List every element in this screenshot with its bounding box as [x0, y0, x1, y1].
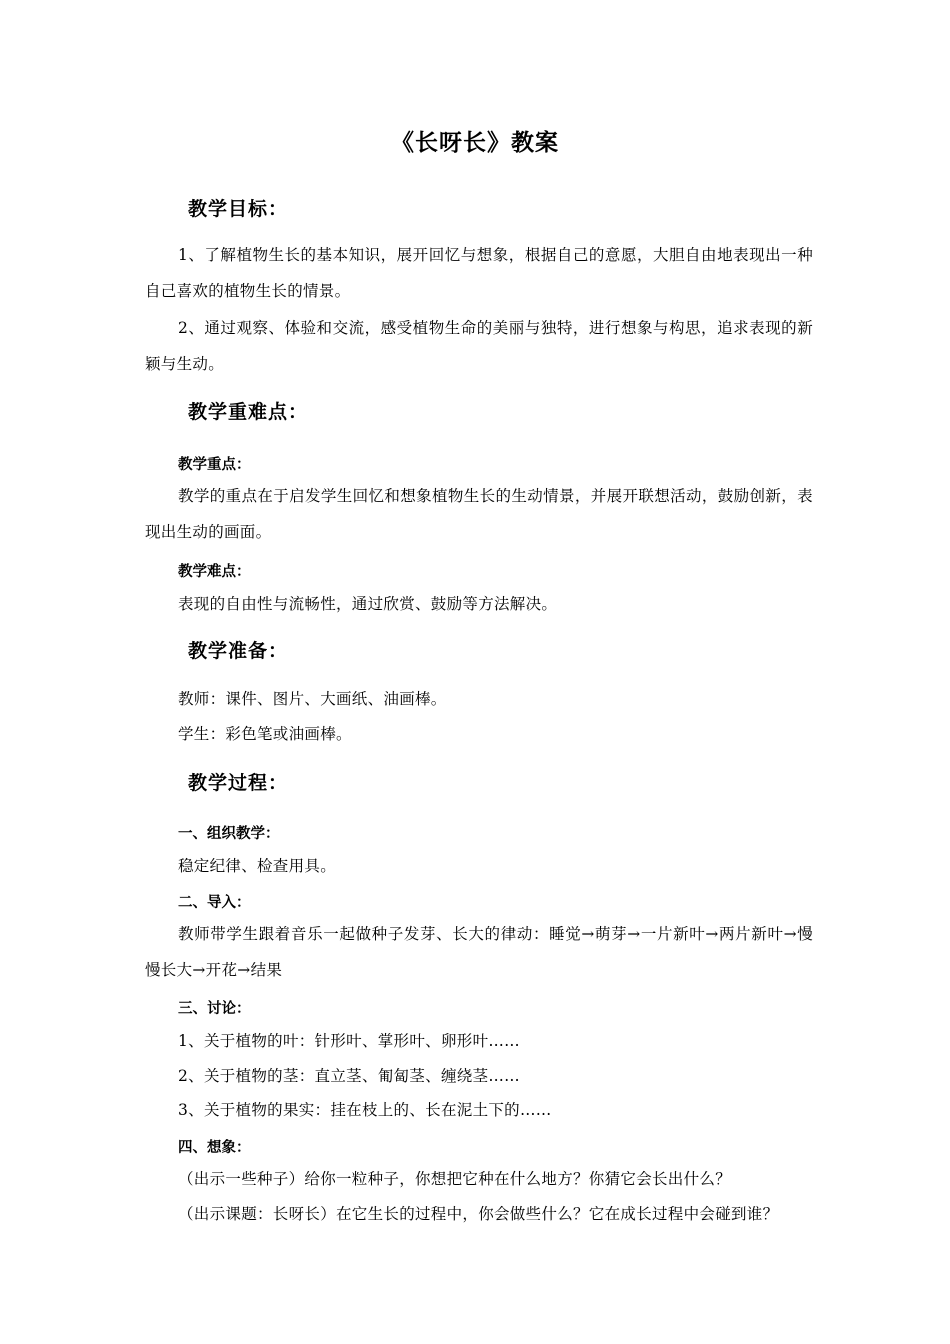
- goal-paragraph-1: 1、了解植物生长的基本知识，展开回忆与想象，根据自己的意愿，大胆自由地表现出一种自己喜欢的植物生长的情景。: [145, 246, 813, 300]
- document-title: 《长呀长》教案: [391, 130, 559, 156]
- prep-teacher: 教师：课件、图片、大画纸、油画棒。: [178, 690, 447, 708]
- step-3-item-2: 2、关于植物的茎：直立茎、匍匐茎、缠绕茎……: [178, 1067, 520, 1085]
- label-step-2: 二、导入：: [178, 895, 251, 911]
- heading-key-points: 教学重难点：: [188, 401, 309, 423]
- step-2-paragraph: 教师带学生跟着音乐一起做种子发芽、长大的律动：睡觉→萌芽→一片新叶→两片新叶→慢慢长大→开花→结果: [145, 925, 813, 979]
- label-step-1: 一、组织教学：: [178, 826, 280, 842]
- label-focus: 教学重点：: [178, 457, 251, 473]
- step-4-line-2: （出示课题：长呀长）在它生长的过程中，你会做些什么？它在成长过程中会碰到谁？: [178, 1205, 779, 1223]
- label-step-4: 四、想象：: [178, 1140, 251, 1156]
- heading-teaching-goals: 教学目标：: [188, 198, 289, 220]
- step-3-item-1: 1、关于植物的叶：针形叶、掌形叶、卵形叶……: [178, 1032, 520, 1050]
- focus-paragraph: 教学的重点在于启发学生回忆和想象植物生长的生动情景，并展开联想活动，鼓励创新，表现出生动的画面。: [145, 487, 813, 541]
- goal-paragraph-2: 2、通过观察、体验和交流，感受植物生命的美丽与独特，进行想象与构思，追求表现的新颖与生动。: [145, 319, 813, 373]
- heading-preparation: 教学准备：: [188, 640, 289, 662]
- step-3-item-3: 3、关于植物的果实：挂在枝上的、长在泥土下的……: [178, 1101, 552, 1119]
- step-4-line-1: （出示一些种子）给你一粒种子，你想把它种在什么地方？你猜它会长出什么？: [178, 1170, 732, 1188]
- heading-process: 教学过程：: [188, 772, 289, 794]
- label-difficulty: 教学难点：: [178, 564, 251, 580]
- difficulty-text: 表现的自由性与流畅性，通过欣赏、鼓励等方法解决。: [178, 595, 558, 613]
- step-1-text: 稳定纪律、检查用具。: [178, 857, 337, 875]
- label-step-3: 三、讨论：: [178, 1001, 251, 1017]
- prep-student: 学生：彩色笔或油画棒。: [178, 725, 352, 743]
